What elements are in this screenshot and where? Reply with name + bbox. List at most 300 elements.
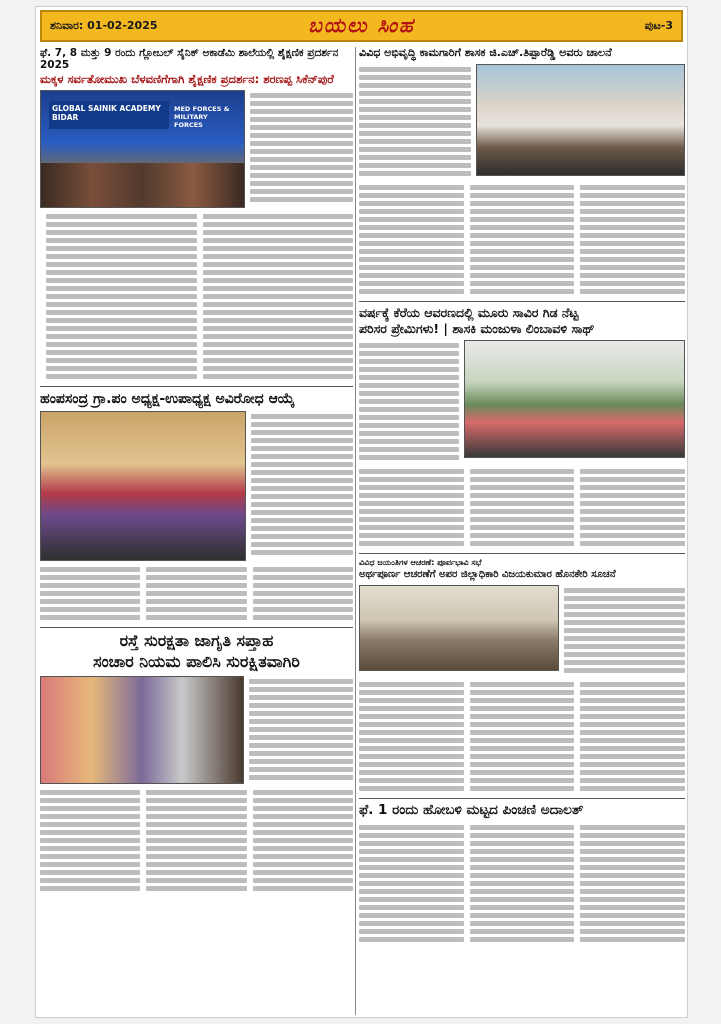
- body-text-line: [359, 833, 464, 838]
- body-text-line: [249, 751, 353, 756]
- body-text-line: [359, 185, 464, 190]
- body-text-line: [203, 342, 354, 347]
- body-text-line: [203, 230, 354, 235]
- body-text-line: [580, 722, 685, 727]
- body-text-line: [580, 201, 685, 206]
- article-environment: [359, 306, 685, 550]
- body-text-line: [359, 897, 464, 902]
- body-text-line: [253, 591, 353, 596]
- body-text-line: [250, 101, 353, 106]
- body-text-line: [253, 798, 353, 803]
- body-text-line: [46, 262, 197, 267]
- body-text-line: [146, 806, 246, 811]
- body-text-line: [359, 849, 464, 854]
- article-environment-body: [359, 466, 685, 549]
- body-text-line: [253, 870, 353, 875]
- article-road-body: [40, 787, 353, 894]
- body-text-line: [203, 374, 354, 379]
- body-text-line: [359, 921, 464, 926]
- body-text-line: [359, 439, 459, 444]
- body-text-line: [146, 599, 246, 604]
- body-text-line: [564, 628, 685, 633]
- body-text-line: [470, 746, 575, 751]
- body-text-line: [470, 249, 575, 254]
- body-text-line: [40, 591, 140, 596]
- body-text-line: [249, 703, 353, 708]
- body-text-line: [470, 225, 575, 230]
- body-text-line: [250, 125, 353, 130]
- body-text-line: [580, 217, 685, 222]
- body-text-line: [253, 607, 353, 612]
- body-text-line: [251, 550, 353, 555]
- article-environment-headline-1: ವರ್ಷಕ್ಕೆ ಕೆರೆಯ ಆವರಣದಲ್ಲಿ ಮೂರು ಸಾವಿರ ಗಿಡ ನೆಟ್ಟ: [359, 304, 579, 320]
- article-panchayat-text-right: [251, 411, 353, 561]
- body-text-line: [253, 567, 353, 572]
- article-sainik-headline-2: ಮಕ್ಕಳ ಸರ್ವತೋಮುಖ ಬೆಳವಣಿಗೆಗಾಗಿ ಶೈಕ್ಷಣಿಕ ಪ್ರದರ್ಶನ: ಶರಣಪ್ಪ ಸಿಕೆನ್‌ಪುರೆ: [40, 72, 334, 87]
- body-text-line: [203, 238, 354, 243]
- body-text-line: [359, 485, 464, 490]
- body-text-line: [470, 541, 575, 546]
- article-panchayat-body: [40, 564, 353, 623]
- body-text-line: [251, 470, 353, 475]
- article-adalat: [359, 803, 685, 946]
- article-meeting: [359, 558, 685, 794]
- body-text-line: [253, 599, 353, 604]
- body-text-line: [359, 99, 471, 104]
- body-text-line: [203, 326, 354, 331]
- body-text-line: [359, 754, 464, 759]
- body-text-line: [470, 493, 575, 498]
- body-text-line: [470, 193, 575, 198]
- body-text-line: [359, 431, 459, 436]
- body-text-line: [253, 854, 353, 859]
- body-text-line: [249, 767, 353, 772]
- article-development: [359, 47, 685, 297]
- body-text-line: [359, 375, 459, 380]
- photo-banner-sub: MED FORCES & MILITARY FORCES: [174, 105, 230, 130]
- body-text-line: [253, 878, 353, 883]
- body-text-line: [250, 133, 353, 138]
- article-road-text-right: [249, 676, 353, 784]
- article-meeting-photo: [359, 585, 559, 671]
- body-text-line: [46, 286, 197, 291]
- body-text-line: [580, 865, 685, 870]
- body-text-line: [203, 246, 354, 251]
- body-text-line: [580, 929, 685, 934]
- body-text-line: [580, 281, 685, 286]
- body-text-line: [250, 165, 353, 170]
- body-text-line: [470, 257, 575, 262]
- body-text-line: [580, 241, 685, 246]
- body-text-line: [146, 830, 246, 835]
- body-text-line: [251, 422, 353, 427]
- body-text-line: [251, 494, 353, 499]
- body-text-line: [359, 351, 459, 356]
- body-text-line: [250, 157, 353, 162]
- body-text-line: [253, 615, 353, 620]
- body-text-line: [253, 790, 353, 795]
- article-adalat-body: [359, 822, 685, 945]
- newspaper-page: [35, 6, 688, 1018]
- body-text-line: [203, 214, 354, 219]
- body-text-line: [359, 241, 464, 246]
- body-text-line: [580, 746, 685, 751]
- body-text-line: [359, 343, 459, 348]
- body-text-line: [359, 738, 464, 743]
- body-text-line: [470, 857, 575, 862]
- body-text-line: [146, 591, 246, 596]
- body-text-line: [564, 612, 685, 617]
- body-text-line: [250, 197, 353, 202]
- body-text-line: [203, 350, 354, 355]
- body-text-line: [470, 921, 575, 926]
- body-text-line: [359, 399, 459, 404]
- body-text-line: [580, 233, 685, 238]
- body-text-line: [580, 905, 685, 910]
- body-text-line: [359, 131, 471, 136]
- body-text-line: [359, 905, 464, 910]
- body-text-line: [564, 644, 685, 649]
- article-adalat-headline: ಫೆ. 1 ರಂದು ಹೋಬಳಿ ಮಟ್ಟದ ಪಿಂಚಣಿ ಅದಾಲತ್: [359, 801, 584, 818]
- body-text-line: [46, 358, 197, 363]
- left-column: [40, 47, 353, 894]
- body-text-line: [359, 525, 464, 530]
- body-text-line: [580, 714, 685, 719]
- divider: [359, 798, 685, 799]
- body-text-line: [564, 620, 685, 625]
- body-text-line: [46, 230, 197, 235]
- body-text-line: [359, 83, 471, 88]
- body-text-line: [359, 517, 464, 522]
- body-text-line: [470, 722, 575, 727]
- article-environment-headline-2: ಪರಿಸರ ಪ್ರೇಮಿಗಳು! | ಶಾಸಕಿ ಮಂಜುಳಾ ಲಿಂಬಾವಳಿ ಸಾಥ್: [359, 321, 595, 337]
- article-sainik-photo: [40, 90, 245, 208]
- body-text-line: [359, 690, 464, 695]
- body-text-line: [580, 273, 685, 278]
- body-text-line: [46, 222, 197, 227]
- body-text-line: [251, 510, 353, 515]
- body-text-line: [251, 526, 353, 531]
- body-text-line: [580, 533, 685, 538]
- body-text-line: [470, 754, 575, 759]
- body-text-line: [146, 798, 246, 803]
- body-text-line: [470, 469, 575, 474]
- body-text-line: [359, 75, 471, 80]
- body-text-line: [253, 583, 353, 588]
- body-text-line: [470, 913, 575, 918]
- article-environment-text-left: [359, 340, 459, 463]
- body-text-line: [359, 367, 459, 372]
- body-text-line: [46, 318, 197, 323]
- body-text-line: [470, 698, 575, 703]
- body-text-line: [251, 430, 353, 435]
- body-text-line: [250, 109, 353, 114]
- body-text-line: [359, 746, 464, 751]
- article-panchayat-headline: ಹಂಪಸಂದ್ರ ಗ್ರಾ.ಪಂ ಅಧ್ಯಕ್ಷ-ಉಪಾಧ್ಯಕ್ಷ ಅವಿರೋಧ ಆಯ್ಕೆ: [40, 391, 295, 408]
- body-text-line: [470, 185, 575, 190]
- body-text-line: [203, 278, 354, 283]
- body-text-line: [580, 477, 685, 482]
- body-text-line: [359, 359, 459, 364]
- body-text-line: [359, 257, 464, 262]
- body-text-line: [40, 878, 140, 883]
- body-text-line: [564, 636, 685, 641]
- body-text-line: [359, 682, 464, 687]
- body-text-line: [580, 897, 685, 902]
- body-text-line: [580, 209, 685, 214]
- body-text-line: [40, 615, 140, 620]
- body-text-line: [251, 486, 353, 491]
- body-text-line: [146, 878, 246, 883]
- body-text-line: [470, 509, 575, 514]
- article-sainik-body: [40, 211, 353, 382]
- body-text-line: [359, 778, 464, 783]
- body-text-line: [564, 668, 685, 673]
- body-text-line: [251, 478, 353, 483]
- body-text-line: [564, 604, 685, 609]
- body-text-line: [470, 762, 575, 767]
- article-road-headline-1: ರಸ್ತೆ ಸುರಕ್ಷತಾ ಜಾಗೃತಿ ಸಪ್ತಾಹ: [119, 631, 274, 651]
- body-text-line: [146, 870, 246, 875]
- body-text-line: [580, 193, 685, 198]
- body-text-line: [359, 722, 464, 727]
- body-text-line: [470, 714, 575, 719]
- article-development-body: [359, 182, 685, 297]
- article-development-headline: ವಿವಿಧ ಅಭಿವೃದ್ಧಿ ಕಾಮಗಾರಿಗೆ ಶಾಸಕ ಜಿ.ಎಚ್.ತಿಪ್ಪಾರೆಡ್ಡಿ ಅವರು ಚಾಲನೆ: [359, 46, 612, 59]
- body-text-line: [359, 706, 464, 711]
- body-text-line: [580, 682, 685, 687]
- body-text-line: [580, 833, 685, 838]
- body-text-line: [470, 849, 575, 854]
- body-text-line: [251, 438, 353, 443]
- body-text-line: [580, 762, 685, 767]
- body-text-line: [470, 201, 575, 206]
- body-text-line: [359, 841, 464, 846]
- article-meeting-text-right: [564, 585, 685, 676]
- body-text-line: [40, 822, 140, 827]
- body-text-line: [470, 217, 575, 222]
- body-text-line: [251, 446, 353, 451]
- body-text-line: [250, 181, 353, 186]
- body-text-line: [359, 698, 464, 703]
- body-text-line: [580, 786, 685, 791]
- body-text-line: [580, 493, 685, 498]
- body-text-line: [46, 374, 197, 379]
- body-text-line: [203, 366, 354, 371]
- body-text-line: [40, 838, 140, 843]
- body-text-line: [40, 607, 140, 612]
- body-text-line: [146, 838, 246, 843]
- body-text-line: [359, 501, 464, 506]
- body-text-line: [146, 615, 246, 620]
- body-text-line: [580, 485, 685, 490]
- body-text-line: [251, 534, 353, 539]
- body-text-line: [251, 542, 353, 547]
- body-text-line: [580, 509, 685, 514]
- body-text-line: [40, 870, 140, 875]
- body-text-line: [580, 541, 685, 546]
- body-text-line: [470, 778, 575, 783]
- body-text-line: [250, 189, 353, 194]
- body-text-line: [359, 233, 464, 238]
- body-text-line: [359, 873, 464, 878]
- body-text-line: [359, 155, 471, 160]
- body-text-line: [359, 107, 471, 112]
- body-text-line: [40, 583, 140, 588]
- body-text-line: [564, 588, 685, 593]
- body-text-line: [470, 873, 575, 878]
- body-text-line: [470, 786, 575, 791]
- article-sainik: [40, 47, 353, 382]
- body-text-line: [359, 265, 464, 270]
- body-text-line: [470, 706, 575, 711]
- body-text-line: [40, 806, 140, 811]
- body-text-line: [203, 334, 354, 339]
- body-text-line: [46, 270, 197, 275]
- body-text-line: [40, 886, 140, 891]
- body-text-line: [251, 502, 353, 507]
- body-text-line: [249, 743, 353, 748]
- body-text-line: [46, 246, 197, 251]
- body-text-line: [203, 302, 354, 307]
- body-text-line: [203, 262, 354, 267]
- body-text-line: [359, 762, 464, 767]
- body-text-line: [146, 583, 246, 588]
- body-text-line: [359, 929, 464, 934]
- body-text-line: [46, 310, 197, 315]
- page-number: ಪುಟ-3: [644, 19, 673, 32]
- article-meeting-headline: ಅರ್ಥಪೂರ್ಣ ಆಚರಣೆಗೆ ಅಪರ ಜಿಲ್ಲಾಧಿಕಾರಿ ವಿಜಯಕುಮಾರ ಹೊನಕೇರಿ ಸೂಚನೆ: [359, 569, 616, 581]
- body-text-line: [46, 326, 197, 331]
- body-text-line: [40, 567, 140, 572]
- body-text-line: [203, 294, 354, 299]
- body-text-line: [470, 889, 575, 894]
- body-text-line: [203, 286, 354, 291]
- divider: [40, 386, 353, 387]
- body-text-line: [470, 897, 575, 902]
- body-text-line: [359, 193, 464, 198]
- body-text-line: [470, 517, 575, 522]
- body-text-line: [203, 270, 354, 275]
- body-text-line: [470, 905, 575, 910]
- body-text-line: [251, 462, 353, 467]
- body-text-line: [470, 273, 575, 278]
- body-text-line: [580, 849, 685, 854]
- photo-banner: GLOBAL SAINIK ACADEMY BIDAR: [49, 101, 169, 129]
- body-text-line: [470, 281, 575, 286]
- body-text-line: [470, 738, 575, 743]
- body-text-line: [253, 830, 353, 835]
- body-text-line: [580, 770, 685, 775]
- body-text-line: [253, 822, 353, 827]
- body-text-line: [146, 862, 246, 867]
- body-text-line: [40, 862, 140, 867]
- body-text-line: [580, 469, 685, 474]
- body-text-line: [146, 567, 246, 572]
- body-text-line: [470, 833, 575, 838]
- body-text-line: [580, 913, 685, 918]
- body-text-line: [359, 217, 464, 222]
- article-sainik-headline-1: ಫೆ. 7, 8 ಮತ್ತು 9 ರಂದು ಗ್ಲೋಬಲ್ ಸೈನಿಕ್ ಅಕಾಡೆಮಿ ಶಾಲೆಯಲ್ಲಿ ಶೈಕ್ಷಣಿಕ ಪ್ರದರ್ಶನ 2025: [40, 47, 339, 72]
- article-development-text-left: [359, 64, 471, 179]
- body-text-line: [40, 575, 140, 580]
- body-text-line: [250, 173, 353, 178]
- body-text-line: [249, 719, 353, 724]
- body-text-line: [46, 278, 197, 283]
- body-text-line: [359, 67, 471, 72]
- body-text-line: [359, 469, 464, 474]
- body-text-line: [253, 862, 353, 867]
- body-text-line: [359, 881, 464, 886]
- body-text-line: [249, 775, 353, 780]
- body-text-line: [46, 254, 197, 259]
- body-text-line: [46, 302, 197, 307]
- body-text-line: [580, 525, 685, 530]
- body-text-line: [564, 596, 685, 601]
- body-text-line: [253, 846, 353, 851]
- body-text-line: [249, 679, 353, 684]
- body-text-line: [580, 517, 685, 522]
- body-text-line: [249, 711, 353, 716]
- body-text-line: [580, 257, 685, 262]
- body-text-line: [470, 485, 575, 490]
- body-text-line: [580, 225, 685, 230]
- body-text-line: [470, 825, 575, 830]
- body-text-line: [580, 730, 685, 735]
- issue-date: ಶನಿವಾರ: 01-02-2025: [50, 19, 158, 32]
- body-text-line: [359, 825, 464, 830]
- article-development-photo: [476, 64, 685, 176]
- article-meeting-body: [359, 679, 685, 794]
- body-text-line: [470, 865, 575, 870]
- body-text-line: [249, 735, 353, 740]
- body-text-line: [580, 706, 685, 711]
- body-text-line: [580, 698, 685, 703]
- body-text-line: [146, 575, 246, 580]
- body-text-line: [580, 249, 685, 254]
- body-text-line: [470, 265, 575, 270]
- body-text-line: [359, 383, 459, 388]
- body-text-line: [470, 209, 575, 214]
- body-text-line: [46, 214, 197, 219]
- body-text-line: [580, 841, 685, 846]
- body-text-line: [146, 822, 246, 827]
- body-text-line: [470, 770, 575, 775]
- body-text-line: [580, 889, 685, 894]
- body-text-line: [359, 714, 464, 719]
- body-text-line: [40, 854, 140, 859]
- body-text-line: [580, 289, 685, 294]
- body-text-line: [249, 727, 353, 732]
- body-text-line: [359, 889, 464, 894]
- body-text-line: [359, 913, 464, 918]
- body-text-line: [580, 825, 685, 830]
- body-text-line: [253, 838, 353, 843]
- column-divider: [355, 47, 356, 1015]
- body-text-line: [580, 937, 685, 942]
- body-text-line: [251, 454, 353, 459]
- body-text-line: [470, 533, 575, 538]
- body-text-line: [359, 249, 464, 254]
- body-text-line: [146, 790, 246, 795]
- body-text-line: [359, 171, 471, 176]
- body-text-line: [470, 289, 575, 294]
- body-text-line: [359, 139, 471, 144]
- body-text-line: [359, 477, 464, 482]
- body-text-line: [359, 115, 471, 120]
- body-text-line: [40, 790, 140, 795]
- body-text-line: [359, 91, 471, 96]
